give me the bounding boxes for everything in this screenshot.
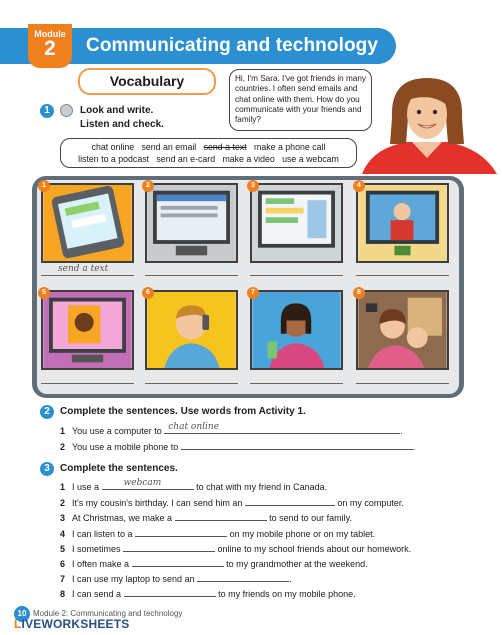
vocabulary-tab: Vocabulary [78,68,216,95]
answer-line-8[interactable] [356,383,449,384]
sentence-number: 1 [60,482,66,492]
sentence-end: to my friends on my mobile phone. [218,589,356,599]
answer-blank[interactable] [197,573,289,582]
logo-text: IVEWORKSHEETS [21,617,130,631]
answer-line-3[interactable] [250,275,343,276]
girl-illustration [352,78,502,174]
picture-number-1: 1 [38,180,50,192]
handwritten-answer: chat online [168,422,220,432]
answer-line-4[interactable] [356,275,449,276]
activity-3-sentence-1 [60,478,328,493]
activity-1-number: 1 [40,104,54,118]
sentence-number: 2 [60,498,66,508]
picture-8-make-video [356,290,449,370]
sentence-start: I use a [72,482,100,492]
picture-3-chat-online [250,183,343,263]
picture-number-4: 4 [353,180,365,192]
word-listen-podcast: listen to a podcast [78,154,150,164]
activity-3-number: 3 [40,462,54,476]
answer-line-6[interactable] [145,383,238,384]
answer-blank[interactable] [181,441,413,450]
word-use-webcam: use a webcam [282,154,339,164]
word-make-phone-call: make a phone call [254,142,326,152]
liveworksheets-logo [14,617,129,631]
sentence-text: You use a computer to [72,426,162,436]
picture-number-3: 3 [247,180,259,192]
answer-blank[interactable] [124,588,216,597]
picture-4-webcam [356,183,449,263]
footer-text: Module 2: Communicating and technology [33,609,183,618]
example-answer: send a text [58,264,109,274]
picture-6-phone-call [145,290,238,370]
activity-3-sentence-5 [60,543,411,555]
sentence-number: 2 [60,442,66,452]
sentence-end: online to my school friends about our homework. [217,544,412,554]
sentence-start: I often make a [72,559,130,569]
activity-1-instruction-1: Look and write. [80,105,154,116]
picture-2-email [145,183,238,263]
answer-line-1[interactable] [41,275,134,276]
answer-blank[interactable] [135,528,227,537]
activity-3-sentence-4 [60,528,375,540]
activity-2-sentence-2 [60,441,415,453]
activity-3-sentence-8 [60,588,356,600]
word-send-email: send an email [141,142,197,152]
picture-5-ecard [41,290,134,370]
module-label: Module [34,29,66,39]
sentence-start: At Christmas, we make a [72,513,173,523]
sentence-end: on my mobile phone or on my tablet. [229,529,376,539]
handwritten-answer: webcam [123,478,162,488]
sentence-start: I sometimes [72,544,121,554]
sentence-end: on my computer. [337,498,404,508]
picture-number-6: 6 [142,287,154,299]
word-send-ecard: send an e-card [156,154,216,164]
answer-line-7[interactable] [250,383,343,384]
activity-1-instruction-2: Listen and check. [80,119,164,130]
activity-3-sentence-7 [60,573,292,585]
sentence-number: 4 [60,529,66,539]
word-bank [60,138,357,168]
module-number: 2 [44,37,56,60]
sentence-end: . [400,426,403,436]
activity-2-sentence-1 [60,422,403,437]
sentence-number: 7 [60,574,66,584]
activity-3-sentence-3 [60,512,352,524]
word-bank-line-1 [61,141,356,153]
answer-blank[interactable] [132,558,224,567]
page-number: 10 [14,606,30,622]
picture-7-podcast [250,290,343,370]
answer-blank[interactable] [175,512,267,521]
activity-2-instruction: Complete the sentences. Use words from Activity 1. [60,406,306,417]
sentence-number: 6 [60,559,66,569]
sentence-end: to chat with my friend in Canada. [196,482,328,492]
picture-number-8: 8 [353,287,365,299]
sentence-end: . [289,574,292,584]
answer-blank[interactable] [123,543,215,552]
picture-number-5: 5 [38,287,50,299]
word-make-video: make a video [222,154,275,164]
logo-letter: L [14,617,22,631]
sentence-number: 1 [60,426,66,436]
audio-cd-icon[interactable] [60,104,73,117]
page-title: Communicating and technology [86,35,379,56]
sentence-text: You use a mobile phone to [72,442,179,452]
answer-blank[interactable] [245,497,335,506]
sentence-start: I can send a [72,589,122,599]
sentence-number: 3 [60,513,66,523]
word-bank-line-2 [61,153,356,165]
activity-3-sentence-6 [60,558,368,570]
word-send-text: send a text [203,142,247,152]
answer-blank[interactable] [164,422,400,434]
module-badge [28,24,72,68]
activity-3-sentence-2 [60,497,404,509]
sentence-start: I can listen to a [72,529,133,539]
activity-3-instruction: Complete the sentences. [60,463,178,474]
picture-number-7: 7 [247,287,259,299]
answer-line-2[interactable] [145,275,238,276]
sentence-start: It's my cousin's birthday. I can send him an [72,498,243,508]
picture-1-phone-text [41,183,134,263]
sentence-end: . [412,442,416,452]
word-chat-online: chat online [91,142,135,152]
answer-blank[interactable] [102,478,194,490]
sentence-number: 5 [60,544,66,554]
speech-bubble: Hi, I'm Sara. I've got friends in many countries. I often send emails and chat online with them. How do you communicate with your friends and family? [229,69,372,131]
activity-2-number: 2 [40,405,54,419]
answer-line-5[interactable] [41,383,134,384]
sentence-end: to send to our family. [269,513,352,523]
picture-number-2: 2 [142,180,154,192]
sentence-number: 8 [60,589,66,599]
sentence-end: to my grandmother at the weekend. [226,559,368,569]
sentence-start: I can use my laptop to send an [72,574,195,584]
